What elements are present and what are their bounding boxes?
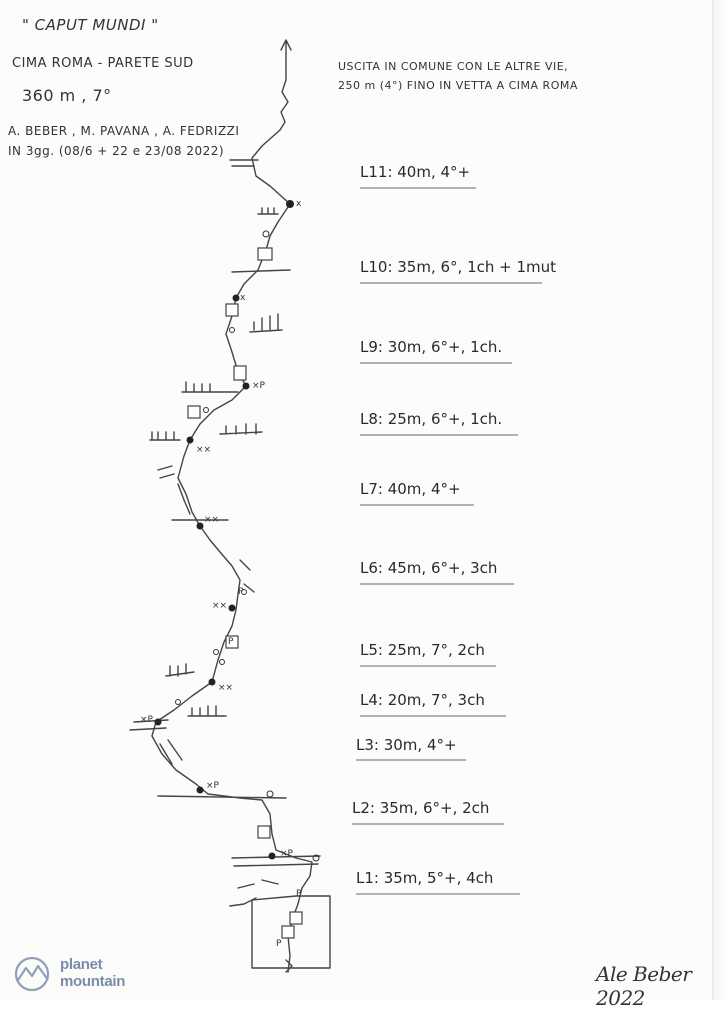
svg-text:×P: ×P <box>206 781 219 791</box>
logo-text-mountain: mountain <box>60 973 126 990</box>
exit-note-line2: 250 m (4°) FINO IN VETTA A CIMA ROMA <box>338 79 578 92</box>
pitch-label-l8: L8: 25m, 6°+, 1ch. <box>360 410 503 428</box>
belay-stations <box>155 200 295 860</box>
pitch-label-l2: L2: 35m, 6°+, 2ch <box>352 799 490 817</box>
svg-text:P: P <box>296 889 302 899</box>
belay-station <box>229 605 236 612</box>
planetmountain-logo <box>10 956 130 992</box>
pitch-label-l9: L9: 30m, 6°+, 1ch. <box>360 338 503 356</box>
belay-station <box>155 719 162 726</box>
svg-text:××: ×× <box>212 601 228 611</box>
belay-station <box>233 295 240 302</box>
svg-text:x: x <box>296 199 302 209</box>
pitch-label-l4: L4: 20m, 7°, 3ch <box>360 691 485 709</box>
pitch-label-l1: L1: 35m, 5°+, 4ch <box>356 869 494 887</box>
summit-arrow-icon <box>281 40 291 80</box>
mountain-face: CIMA ROMA - PARETE SUD <box>12 56 194 71</box>
author-signature: Ale Beber 2022 <box>596 962 692 1010</box>
ascent-date: IN 3gg. (08/6 + 22 e 23/08 2022) <box>8 144 225 158</box>
svg-text:××: ×× <box>218 683 234 693</box>
svg-text:P: P <box>276 939 282 949</box>
route-length-grade: 360 m , 7° <box>22 86 112 105</box>
pitch-label-l7: L7: 40m, 4°+ <box>360 480 461 498</box>
mountain-logo-icon <box>10 956 56 992</box>
pitch-label-l6: L6: 45m, 6°+, 3ch <box>360 559 498 577</box>
svg-text:××: ×× <box>204 515 220 525</box>
belay-station <box>243 383 250 390</box>
svg-text:x: x <box>240 293 246 303</box>
pitch-underlines <box>352 188 542 894</box>
pitch-label-l3: L3: 30m, 4°+ <box>356 736 457 754</box>
pitch-label-l10: L10: 35m, 6°, 1ch + 1mut <box>360 258 557 276</box>
belay-station <box>197 523 204 530</box>
route-title: " CAPUT MUNDI " <box>22 16 159 34</box>
belay-station <box>269 853 276 860</box>
belay-station <box>197 787 204 794</box>
belay-station <box>286 200 294 208</box>
svg-text:×P: ×P <box>252 381 265 391</box>
svg-text:×P: ×P <box>280 849 293 859</box>
svg-text:×P: ×P <box>140 715 153 725</box>
belay-station <box>209 679 216 686</box>
svg-text:××: ×× <box>196 445 212 455</box>
pitch-label-l11: L11: 40m, 4°+ <box>360 163 471 181</box>
logo-text-planet: planet <box>60 956 103 973</box>
route-line <box>152 130 312 972</box>
belay-station <box>187 437 194 444</box>
svg-text:P: P <box>228 637 234 647</box>
first-ascensionists: A. BEBER , M. PAVANA , A. FEDRIZZI <box>8 124 240 138</box>
pitch-label-l5: L5: 25m, 7°, 2ch <box>360 641 485 659</box>
exit-note-line1: USCITA IN COMUNE CON LE ALTRE VIE, <box>338 60 569 73</box>
svg-text:P: P <box>238 587 244 597</box>
